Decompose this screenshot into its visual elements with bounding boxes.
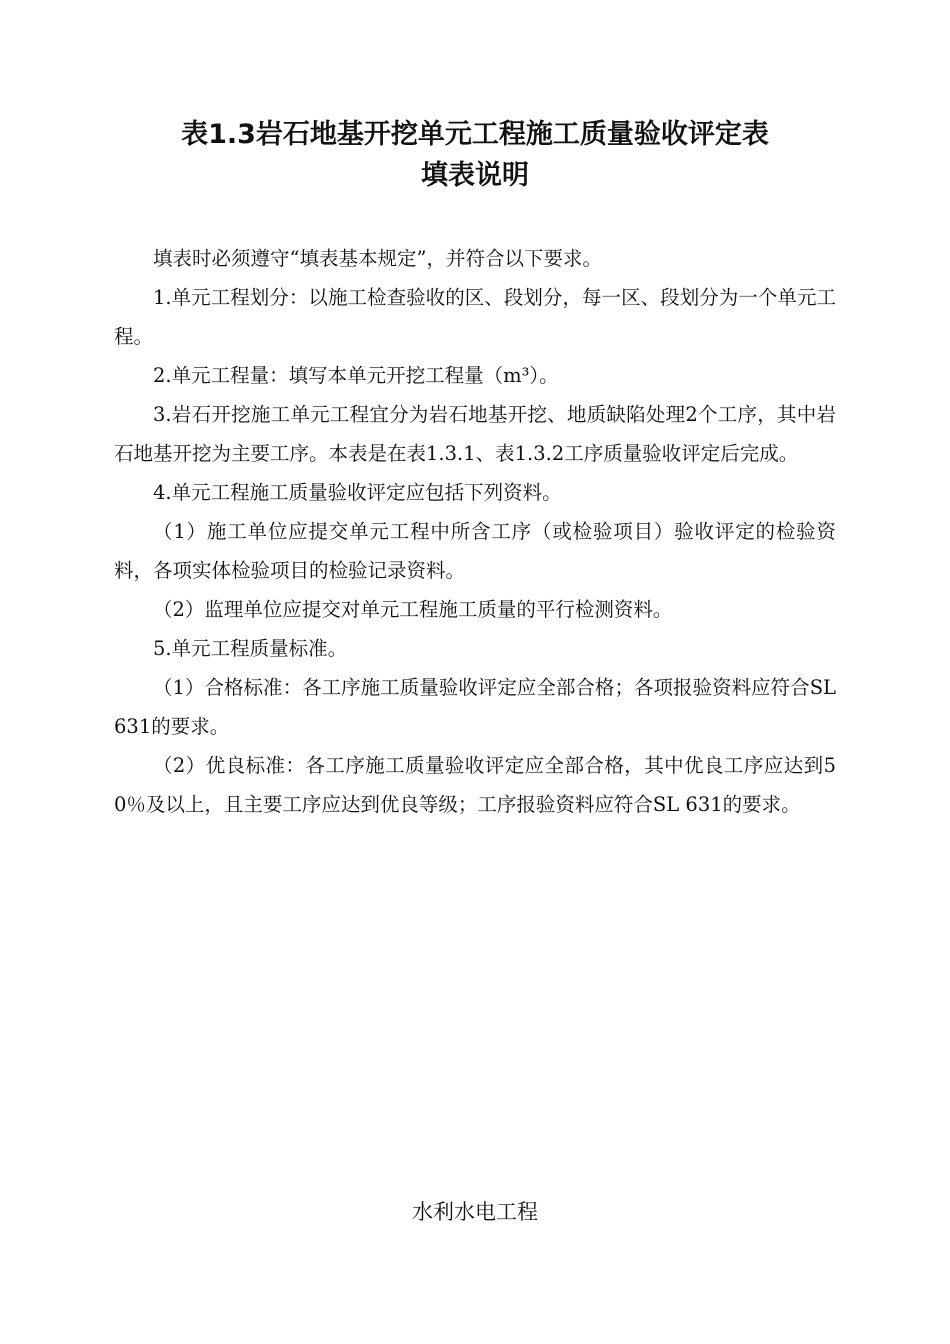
paragraph-item-1: 1.单元工程划分：以施工检查验收的区、段划分，每一区、段划分为一个单元工程。 [114,286,836,348]
paragraph-item-4: 4.单元工程施工质量验收评定应包括下列资料。 [153,481,562,504]
paragraph-item-5-2: （2）优良标准：各工序施工质量验收评定应全部合格，其中优良工序应达到50％及以上，且主要工序应达到优良等级；工序报验资料应符合SL 631的要求。 [114,754,836,816]
document-subtitle: 填表说明 [421,160,529,191]
page-footer: 水利水电工程 [412,1200,538,1224]
paragraph-item-5: 5.单元工程质量标准。 [153,637,348,660]
document-body [114,239,836,824]
paragraph-item-4-1: （1）施工单位应提交单元工程中所含工序（或检验项目）验收评定的检验资料，各项实体检验项目的检验记录资料。 [114,520,836,582]
paragraph-item-5-1: （1）合格标准：各工序施工质量验收评定应全部合格；各项报验资料应符合SL 631的要求。 [114,676,836,738]
document-title: 表1.3岩石地基开挖单元工程施工质量验收评定表 [181,119,769,150]
paragraph-item-2: 2.单元工程量：填写本单元开挖工程量（m³）。 [153,364,559,387]
paragraph-intro: 填表时必须遵守“填表基本规定”，并符合以下要求。 [153,247,602,270]
paragraph-item-4-2: （2）监理单位应提交对单元工程施工质量的平行检测资料。 [153,598,673,621]
paragraph-item-3: 3.岩石开挖施工单元工程宜分为岩石地基开挖、地质缺陷处理2个工序，其中岩石地基开挖为主要工序。本表是在表1.3.1、表1.3.2工序质量验收评定后完成。 [114,403,836,465]
